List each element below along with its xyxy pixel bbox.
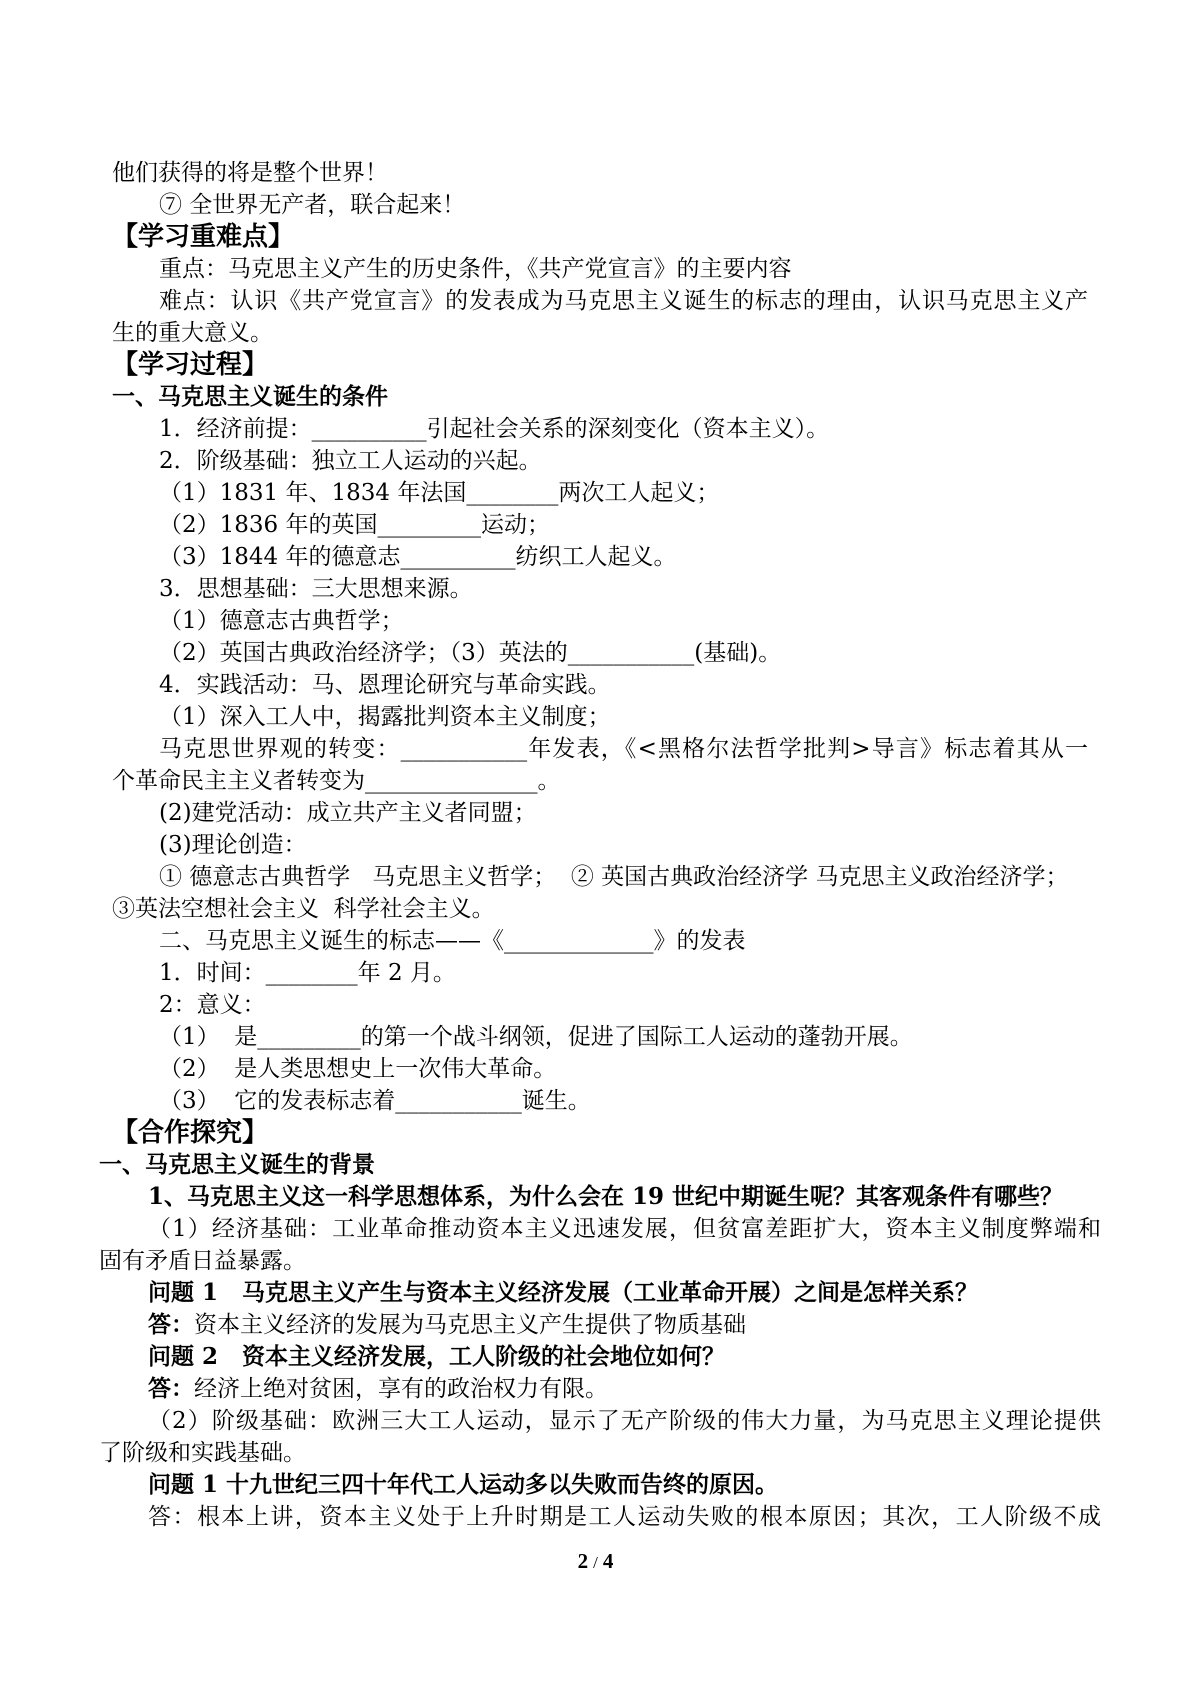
answer: 答：根本上讲，资本主义处于上升时期是工人运动失败的根本原因；其次，工人阶级不成 — [148, 1504, 1101, 1530]
text-line: （1）经济基础：工业革命推动资本主义迅速发展，但贫富差距扩大，资本主义制度弊端和 — [148, 1216, 1101, 1242]
answer — [0, 1309, 1191, 1341]
text-line: ③英法空想社会主义 科学社会主义。 — [112, 896, 495, 922]
text-line: （1）德意志古典哲学； — [159, 608, 404, 634]
fill-in-line: （2）英国古典政治经济学；（3）英法的___________(基础)。 — [159, 640, 782, 666]
page-number-separator: / — [593, 1553, 598, 1572]
section-title: 二、马克思主义诞生的标志——《_____________》的发表 — [159, 928, 746, 954]
intro-slogan: ⑦ 全世界无产者，联合起来！ — [159, 192, 466, 218]
key-points-heading: 【学习重难点】 — [112, 222, 295, 252]
text-line: 了阶级和实践基础。 — [99, 1440, 306, 1466]
section-title: 一、马克思主义诞生的条件 — [112, 383, 388, 410]
cooperative-inquiry-heading: 【合作探究】 — [112, 1118, 269, 1148]
total-page-count: 4 — [602, 1549, 614, 1573]
page-number — [0, 1547, 1191, 1577]
text-line: （2）阶级基础：欧洲三大工人运动，显示了无产阶级的伟大力量，为马克思主义理论提供 — [148, 1408, 1101, 1434]
main-question: 1、马克思主义这一科学思想体系，为什么会在 19 世纪中期诞生呢？其客观条件有哪些？ — [148, 1183, 1064, 1210]
document-body — [0, 157, 1191, 1533]
intro-line: 他们获得的将是整个世界！ — [112, 160, 388, 186]
fill-in-line: 1．时间：________年 2 月。 — [159, 960, 456, 986]
fill-in-line: 个革命民主主义者转变为_______________。 — [112, 768, 561, 794]
current-page-number: 2 — [577, 1549, 589, 1573]
text-line: 3．思想基础：三大思想来源。 — [159, 576, 473, 602]
fill-in-line: （3）1844 年的德意志__________纺织工人起义。 — [159, 544, 677, 570]
answer-text: 经济上绝对贫困，享有的政治权力有限。 — [194, 1376, 608, 1402]
key-point-difficulty-continued: 生的重大意义。 — [112, 320, 273, 346]
fill-in-line: （2）1836 年的英国_________运动； — [159, 512, 550, 538]
fill-in-line: （1） 是_________的第一个战斗纲领，促进了国际工人运动的蓬勃开展。 — [159, 1024, 913, 1050]
key-point-focus: 重点：马克思主义产生的历史条件，《共产党宣言》的主要内容 — [159, 256, 792, 282]
learning-process-heading: 【学习过程】 — [112, 350, 269, 380]
answer-label: 答： — [148, 1375, 194, 1402]
text-line: （2） 是人类思想史上一次伟大革命。 — [159, 1056, 557, 1082]
fill-in-line: 1．经济前提：__________引起社会关系的深刻变化（资本主义）。 — [159, 416, 830, 442]
answer-label: 答： — [148, 1311, 194, 1338]
fill-in-line: 马克思世界观的转变：___________年发表，《<黑格尔法哲学批判>导言》标志着其从一 — [159, 736, 1088, 762]
text-line: 固有矛盾日益暴露。 — [99, 1248, 306, 1274]
text-line: 4．实践活动：马、恩理论研究与革命实践。 — [159, 672, 611, 698]
question: 问题 2 资本主义经济发展，工人阶级的社会地位如何？ — [148, 1343, 726, 1370]
text-line: (2)建党活动：成立共产主义者同盟； — [159, 800, 537, 826]
question: 问题 1 十九世纪三四十年代工人运动多以失败而告终的原因。 — [148, 1471, 779, 1498]
answer-text: 资本主义经济的发展为马克思主义产生提供了物质基础 — [194, 1312, 746, 1338]
text-line: 2：意义： — [159, 992, 266, 1018]
text-line: (3)理论创造： — [159, 832, 307, 858]
text-line: 2．阶级基础：独立工人运动的兴起。 — [159, 448, 542, 474]
fill-in-line: （1）1831 年、1834 年法国________两次工人起义； — [159, 480, 720, 506]
section-title: 一、马克思主义诞生的背景 — [99, 1151, 375, 1178]
fill-in-line: （3） 它的发表标志着___________诞生。 — [159, 1088, 591, 1114]
text-line: （1）深入工人中，揭露批判资本主义制度； — [159, 704, 611, 730]
text-line: ① 德意志古典哲学 马克思主义哲学； ② 英国古典政治经济学 马克思主义政治经济学； — [159, 864, 1069, 890]
question: 问题 1 马克思主义产生与资本主义经济发展（工业革命开展）之间是怎样关系？ — [148, 1279, 979, 1306]
answer — [0, 1373, 1191, 1405]
key-point-difficulty: 难点：认识《共产党宣言》的发表成为马克思主义诞生的标志的理由，认识马克思主义产 — [159, 288, 1088, 314]
